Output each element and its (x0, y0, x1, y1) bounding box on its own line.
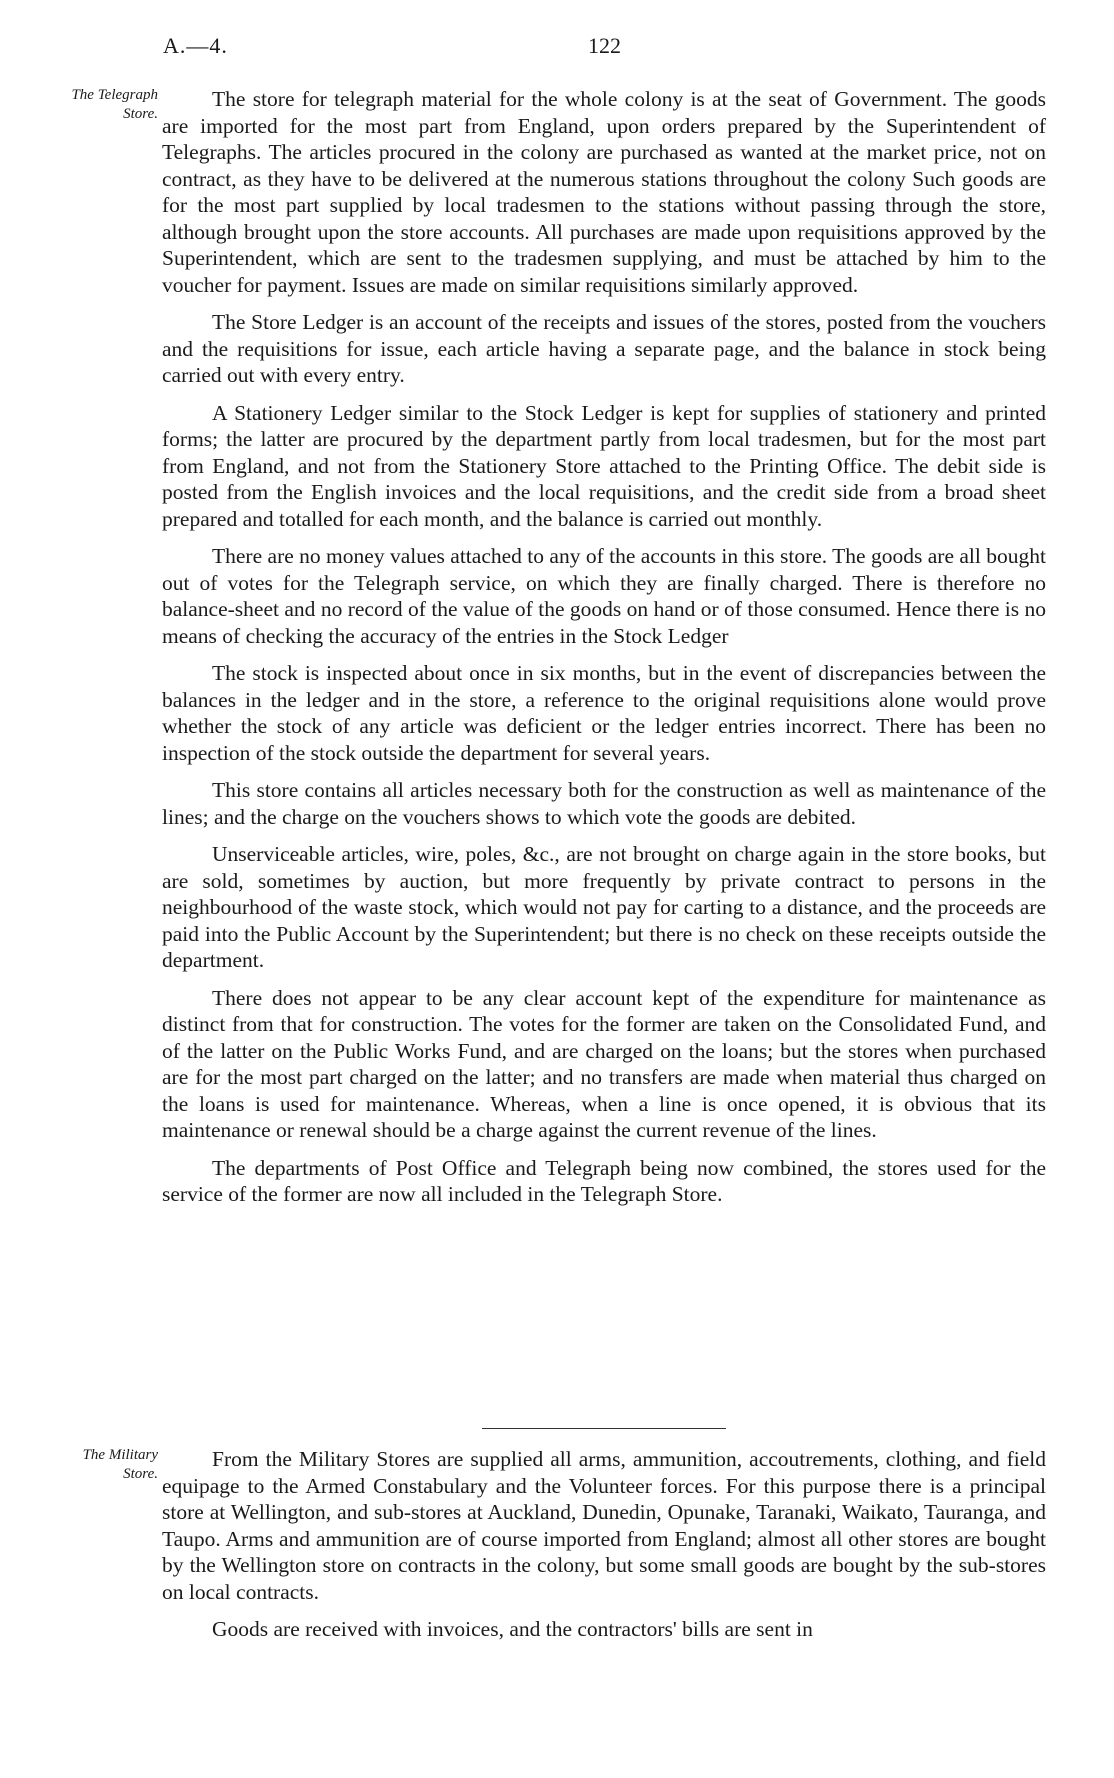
military-store-margin-note (8, 1446, 158, 1484)
page-header (0, 33, 1114, 63)
document-reference: A.—4. (163, 33, 228, 58)
paragraph: The store for telegraph material for the whole colony is at the seat of Government. The goods are imported for the most part from England, upon orders prepared by the Superintendent of Telegraphs. The articles procured in the colony are purchased as wanted at the market price, not on contract, as they have to be delivered at the numerous stations throughout the colony Such goods are for the most part supplied by local tradesmen to the stations without passing through the store, although brought upon the store accounts. All purchases are made upon requisitions approved by the Superintendent, which are sent to the tradesmen supplying, and must be attached by him to the voucher for payment. Issues are made on similar requisitions similarly approved. (162, 87, 1046, 297)
telegraph-store-body (162, 86, 1046, 1219)
paragraph: The Store Ledger is an account of the receipts and issues of the stores, posted from the vouchers and the requisitions for issue, each article having a separate page, and the balance in stock being carried out with every entry. (162, 310, 1046, 387)
paragraph: A Stationery Ledger similar to the Stock Ledger is kept for supplies of stationery and printed forms; the latter are procured by the department partly from local tradesmen, but for the most part from England, and not from the Stationery Store attached to the Printing Office. The debit side is posted from the English invoices and the local requisitions, and the credit side from a broad sheet prepared and totalled for each month, and the balance is carried out monthly. (162, 400, 1046, 531)
section-divider (482, 1428, 726, 1429)
telegraph-store-margin-note (8, 86, 158, 124)
paragraph: This store contains all articles necessary both for the construction as well as maintenance of the lines; and the charge on the vouchers shows to which vote the goods are debited. (162, 778, 1046, 829)
paragraph: Goods are received with invoices, and the contractors' bills are sent in (212, 1617, 813, 1641)
margin-note-line: The Military (82, 1447, 158, 1463)
page-number: 122 (588, 33, 621, 58)
paragraph: There does not appear to be any clear account kept of the expenditure for maintenance as distinct from that for construction. The votes for the former are taken on the Consolidated Fund, and of the latter on the Public Works Fund, and are charged on the loans; but the stores when purchased are for the most part charged on the latter; and no transfers are made when material thus charged on the loans is used for maintenance. Whereas, when a line is once opened, it is obvious that its maintenance or renewal should be a charge against the current revenue of the lines. (162, 985, 1046, 1142)
margin-note-line: The Telegraph (71, 87, 158, 103)
paragraph: Unserviceable articles, wire, poles, &c., are not brought on charge again in the store books, but are sold, sometimes by auction, but more frequently by private contract to persons in the neighbourhood of the waste stock, which would not pay for carting to a distance, and the proceeds are paid into the Public Account by the Superintendent; but there is no check on these receipts outside the department. (162, 842, 1046, 972)
paragraph: There are no money values attached to any of the accounts in this store. The goods are all bought out of votes for the Telegraph service, on which they are finally charged. There is therefore no balance-sheet and no record of the value of the goods on hand or of those consumed. Hence there is no means of checking the accuracy of the entries in the Stock Ledger (162, 544, 1046, 648)
paragraph: From the Military Stores are supplied all arms, ammunition, accoutrements, clothing, and field equipage to the Armed Constabulary and the Volunteer forces. For this purpose there is a principal store at Wellington, and sub-stores at Auckland, Dunedin, Opunake, Taranaki, Waikato, Tauranga, and Taupo. Arms and ammunition are of course imported from England; almost all other stores are bought by the Wellington store on contracts in the colony, but some small goods are bought by the sub-stores on local contracts. (162, 1447, 1046, 1604)
margin-note-line: Store. (123, 106, 158, 122)
paragraph: The stock is inspected about once in six months, but in the event of discrepancies between the balances in the ledger and in the store, a reference to the original requisitions alone would prove whether the stock of any article was deficient or the ledger entries incorrect. There has been no inspection of the stock outside the department for several years. (162, 661, 1046, 765)
margin-note-line: Store. (123, 1466, 158, 1482)
military-store-body (162, 1446, 1046, 1654)
paragraph: The departments of Post Office and Telegraph being now combined, the stores used for the service of the former are now all included in the Telegraph Store. (162, 1155, 1046, 1206)
